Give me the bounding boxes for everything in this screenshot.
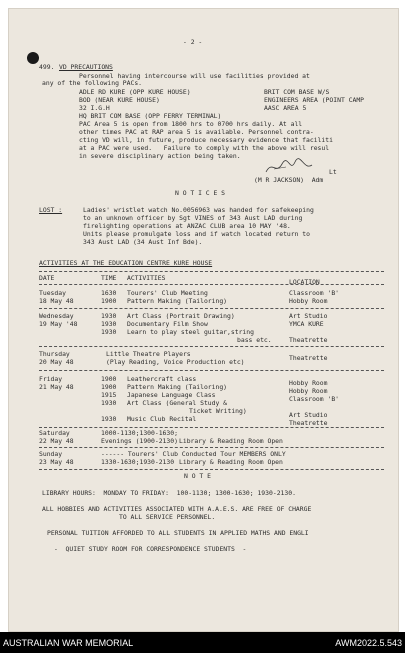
row-activity: Pattern Making (Tailoring) [127,383,228,391]
row-time: 1930 [101,320,117,328]
row-activity-cont: bass etc. [237,336,272,344]
row-time: 1330-1630;1930-2130 [101,458,175,466]
footer-accession-number: AWM2022.5.543 [335,638,402,648]
table-rule [39,370,384,371]
vd-body-line: other times PAC at RAP area 5 is available. Personnel contra- [79,128,314,136]
row-time: 1900 [101,383,117,391]
lost-label: LOST : [39,206,63,214]
footer-institution: AUSTRALIAN WAR MEMORIAL [3,638,134,648]
hobbies-line: ALL HOBBIES AND ACTIVITIES ASSOCIATED WITH A.A.E.S. ARE FREE OF CHARGE [42,505,312,513]
lost-line: firelighting operations at ANZAC CLUB area 10 MAY '48. [83,222,291,230]
column-header-time: TIME [101,274,117,282]
vd-intro-line: Personnel having intercourse will use facilities provided at [79,72,310,80]
tuition-line: PERSONAL TUITION AFFORDED TO ALL STUDENTS IN APPLIED MATHS AND ENGLI [47,529,309,537]
page-number: - 2 - [183,38,203,46]
row-activity: Japanese Language Class [127,391,216,399]
quiet-room-line: - QUIET STUDY ROOM FOR CORRESPONDENCE STUDENTS - [54,545,247,553]
vd-body-line: at a PAC were used. Failure to comply with the above will resul [79,144,330,152]
row-location: Hobby Room [289,379,328,387]
row-activity: Learn to play steel guitar,string [127,328,254,336]
row-time: 1630 [101,289,117,297]
section-heading: VD PRECAUTIONS [59,63,113,71]
pac-location: BRIT COM BASE W/S [264,88,330,96]
pac-location: ADLE RD KURE (OPP KURE HOUSE) [79,88,191,96]
row-date: 23 May 48 [39,458,74,466]
row-location: Classroom 'B' [289,289,340,297]
lost-line: 343 Aust LAD (34 Aust Inf Bde). [83,238,203,246]
vd-body-line: PAC Area 5 is open from 1800 hrs to 0700 hrs daily. At all [79,120,303,128]
pac-location: BOD (NEAR KURE HOUSE) [79,96,160,104]
column-header-location: LOCATION [289,278,320,286]
row-activity: Library & Reading Room Open [179,458,283,466]
row-time: 1900 [101,375,117,383]
pac-location: AASC AREA 5 [264,104,307,112]
row-location: Art Studio [289,312,328,320]
row-day: Friday [39,375,63,383]
row-location: Theatrette [289,354,328,362]
row-location: Theatrette [289,336,328,344]
row-activity-cont: Ticket Writing) [189,407,247,415]
row-time: 1930 [101,328,117,336]
row-activity: Art Class (General Study & [127,399,228,407]
hobbies-line: TO ALL SERVICE PERSONNEL. [119,513,216,521]
row-location: Classroom 'B' [289,395,340,403]
column-header-activities: ACTIVITIES [127,274,166,282]
note-heading: N O T E [184,472,211,480]
table-rule [39,447,384,448]
row-activity-cont: (Play Reading, Voice Production etc) [106,358,245,366]
table-rule [39,469,384,470]
row-time: Evenings (1900-2130) [101,437,178,445]
table-rule [39,346,384,347]
row-activity: Leathercraft class [127,375,197,383]
row-time: 1930 [101,399,117,407]
table-rule [39,271,384,272]
row-activity: Library & Reading Room Open [179,437,283,445]
row-day: Sunday [39,450,63,458]
vd-body-line: in severe disciplinary action being taken. [79,152,241,160]
row-time: 1930 [101,415,117,423]
notices-heading: N O T I C E S [175,189,226,197]
row-location: Hobby Room [289,297,328,305]
row-time: 1900 [101,297,117,305]
row-activity: ------ Tourers' Club Conducted Tour MEMBERS ONLY [101,450,286,458]
row-time: 1915 [101,391,117,399]
row-date: 21 May 48 [39,383,74,391]
row-activity: Little Theatre Players [106,350,191,358]
row-time: 1930 [101,312,117,320]
signoff-rank: Lt [329,168,337,176]
table-rule [39,284,384,285]
lost-line: to an unknown officer by Sgt VINES of 343 Aust LAD during [83,214,303,222]
row-activity: Music Club Recital [127,415,197,423]
row-activity: Tourers' Club Meeting [127,289,208,297]
row-date: 20 May 48 [39,358,74,366]
pac-location: HQ BRIT COM BASE (OPP FERRY TERMINAL) [79,112,222,120]
archive-footer [0,632,405,653]
row-activity: Pattern Making (Tailoring) [127,297,228,305]
row-date: 19 May '48 [39,320,78,328]
table-rule [39,427,384,428]
row-location: Art Studio [289,411,328,419]
vd-body-line: cting VD will, in future, produce necessary evidence that faciliti [79,136,333,144]
lost-line: Ladies' wristlet watch No.0056963 was handed for safekeeping [83,206,314,214]
row-location: Theatrette [289,419,328,427]
row-day: Tuesday [39,289,66,297]
pac-location: ENGINEERS AREA (POINT CAMP [264,96,365,104]
library-hours: LIBRARY HOURS: MONDAY TO FRIDAY: 100-1130; 1300-1630; 1930-2130. [42,489,296,497]
row-activity: Documentary Film Show [127,320,208,328]
pac-location: 32 I.G.H [79,104,110,112]
vd-intro-line: any of the following PACs. [42,79,143,87]
column-header-date: DATE [39,274,55,282]
row-date: 18 May 48 [39,297,74,305]
table-rule [39,308,384,309]
row-time: 1000-1130;1300-1630; [101,429,178,437]
lost-line: Units please promulgate loss and if watch located return to [83,230,311,238]
row-day: Wednesday [39,312,74,320]
row-date: 22 May 48 [39,437,74,445]
row-day: Thursday [39,350,70,358]
row-location: YMCA KURE [289,320,324,328]
row-day: Saturday [39,429,70,437]
row-activity: Art Class (Portrait Drawing) [127,312,235,320]
punch-hole [27,52,39,64]
row-location: Hobby Room [289,387,328,395]
activities-heading: ACTIVITIES AT THE EDUCATION CENTRE KURE HOUSE [39,259,213,267]
signoff-name: (M R JACKSON) Adm [254,176,324,184]
document-page [8,8,399,632]
section-number: 499. [39,63,55,71]
handwritten-signature [264,157,314,177]
